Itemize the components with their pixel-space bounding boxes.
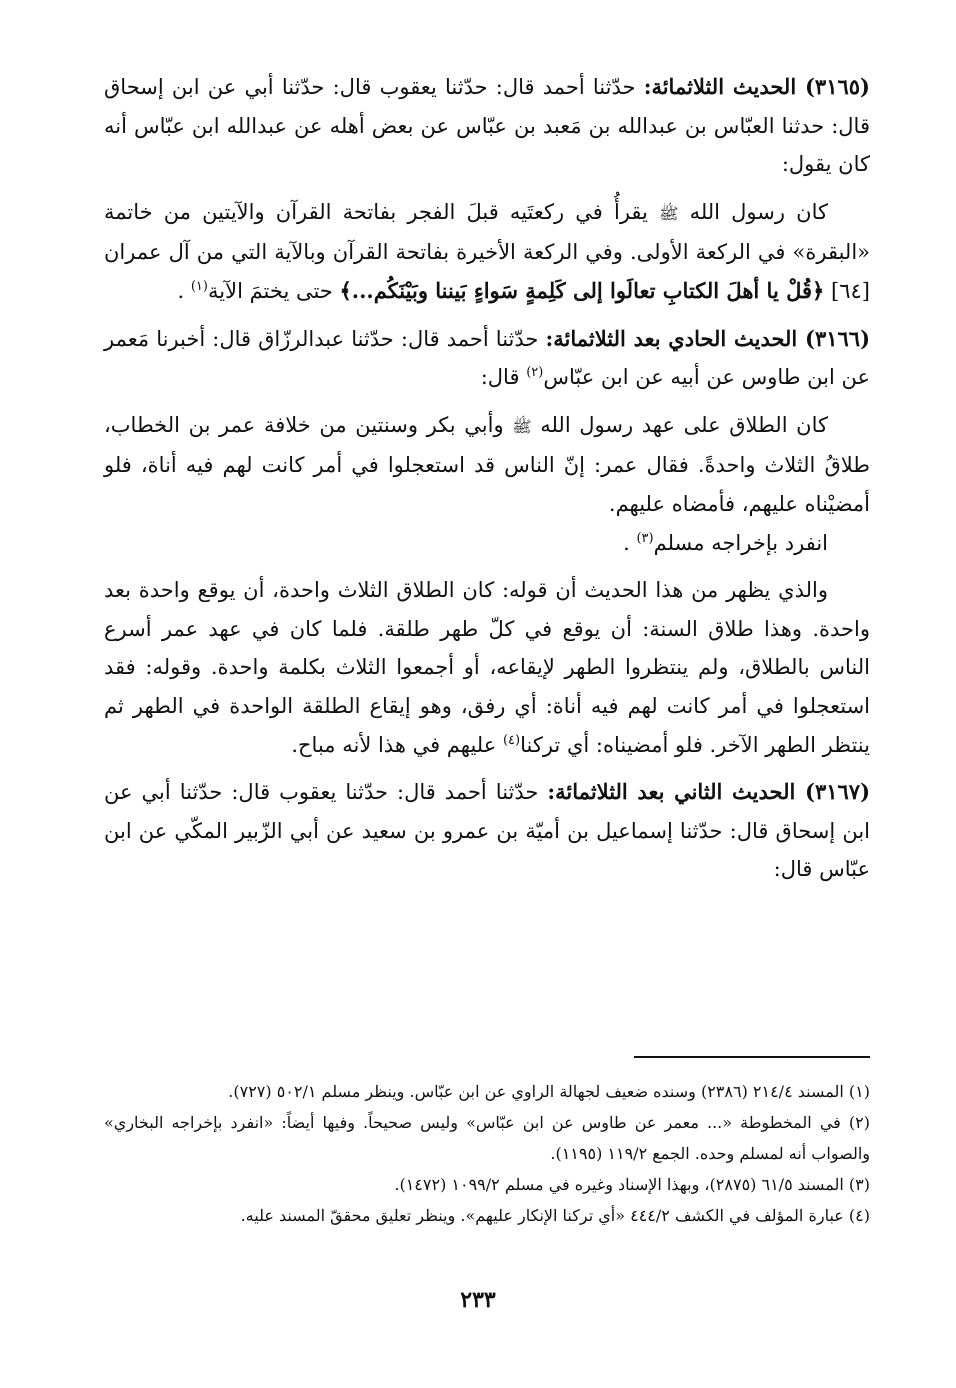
footnote-4-id: (٤) — [848, 1206, 870, 1225]
hadith-3166-note — [104, 524, 870, 563]
hadith-3166-matn — [104, 406, 870, 524]
footnote-4-text: عبارة المؤلف في الكشف ٤٤٤/٢ «أي تركنا الإنكار عليهم». وينظر تعليق محققّ المسند عليه. — [240, 1206, 844, 1225]
salawat-glyph: ﷺ — [659, 203, 679, 223]
hadith-3166-isnad-text: حدّثنا أحمد قال: حدّثنا عبدالرزّاق قال: أخبرنا مَعمر عن ابن طاوس عن أبيه عن ابن عبّاس — [104, 326, 870, 390]
footnote-divider — [634, 1056, 870, 1058]
commentary — [104, 571, 870, 764]
footnote-2-text: في المخطوطة «... معمر عن طاوس عن ابن عبّاس» وليس صحيحاً. وفيها أيضاً: «انفرد بإخراجه البخاري» والصواب أنه لمسلم وحده. الجمع ١١٩/٢ (١١٩٥). — [104, 1113, 870, 1163]
hadith-3166-heading: (٣١٦٦) الحديث الحادي بعد الثلاثمائة: — [545, 325, 870, 351]
footnote-1-id: (١) — [848, 1082, 870, 1101]
footnote-2 — [104, 1107, 870, 1169]
hadith-3166-matn-part-2: وأبي بكر وسنتين من خلافة عمر بن الخطاب، طلاقُ الثلاث واحدةً. فقال عمر: إنّ الناس قد استعجلوا في أمر كانت لهم فيه أناة، فلو أمضيْناه عليهم، فأمضاه عليهم. — [104, 412, 870, 516]
hadith-3165-isnad — [104, 68, 870, 184]
footnote-4 — [104, 1200, 870, 1231]
hadith-3165-matn-part-2: يقرأُ في ركعتَيه قبلَ الفجر بفاتحة القرآن والآيتين من خاتمة «البقرة» في الركعة الأولى. وفي الركعة الأخيرة بفاتحة القرآن وبالآية التي من آل عمران [٦٤] — [104, 199, 870, 303]
footnote-3-text: المسند ٦١/٥ (٢٨٧٥)، وبهذا الإسناد وغيره في مسلم ١٠٩٩/٢ (١٤٧٢). — [394, 1175, 844, 1194]
hadith-3167-heading: (٣١٦٧) الحديث الثاني بعد الثلاثمائة: — [547, 779, 870, 805]
footnote-ref-4[interactable]: (٤) — [502, 732, 521, 748]
hadith-3165-heading: (٣١٦٥) الحديث الثلاثمائة: — [643, 74, 870, 99]
footnote-1 — [104, 1076, 870, 1107]
footnote-2-id: (٢) — [848, 1113, 870, 1132]
commentary-part-2: عليهم في هذا لأنه مباح. — [291, 732, 497, 757]
hadith-3165-matn-part-1: كان رسول الله — [689, 199, 828, 224]
footnote-3-id: (٣) — [848, 1175, 870, 1194]
footnote-ref-1[interactable]: (١) — [190, 278, 208, 294]
hadith-3166-isnad-end: قال: — [480, 365, 520, 390]
hadith-3167-isnad-text: حدّثنا أحمد قال: حدّثنا يعقوب قال: حدّثنا أبي عن ابن إسحاق قال: حدّثنا إسماعيل بن أميّة بن عمرو بن سعيد عن أبي الزّبير المكّي عن ابن عبّاس قال: — [104, 780, 870, 882]
hadith-3165-matn — [104, 193, 870, 311]
salawat-glyph: ﷺ — [512, 416, 532, 436]
footnote-1-text: المسند ٢١٤/٤ (٢٣٨٦) وسنده ضعيف لجهالة الراوي عن ابن عبّاس. وينظر مسلم ٥٠٢/١ (٧٢٧). — [228, 1082, 844, 1101]
page-number: ٢٣٣ — [460, 1287, 496, 1313]
footnote-ref-3[interactable]: (٣) — [636, 530, 654, 546]
quran-verse: ﴿قُلْ يا أهلَ الكتابِ تعالَوا إلى كَلِمةٍ سَواءٍ بَيننا وبَيْنَكُم...﴾ — [339, 277, 825, 303]
hadith-3166-note-text: انفرد بإخراجه مسلم — [653, 530, 828, 555]
hadith-3165-isnad-text: حدّثنا أحمد قال: حدّثنا يعقوب قال: حدّثنا أبي عن ابن إسحاق قال: حدثنا العبّاس بن عبدالله بن مَعبد بن عبّاس عن بعض أهله عن عبدالله ابن عبّاس أنه كان يقول: — [104, 75, 870, 177]
hadith-3165-end: . — [177, 278, 185, 303]
footnote-3 — [104, 1169, 870, 1200]
hadith-3166-matn-part-1: كان الطلاق على عهد رسول الله — [540, 412, 828, 437]
hadith-3166-note-end: . — [623, 530, 630, 555]
hadith-3166-isnad — [104, 320, 870, 397]
footnotes — [104, 1076, 870, 1231]
hadith-3167-isnad — [104, 773, 870, 889]
hadith-3165-matn-part-3: حتى يختمَ الآية — [207, 278, 333, 303]
footnote-ref-2[interactable]: (٢) — [526, 365, 544, 381]
commentary-part-1: والذي يظهر من هذا الحديث أن قوله: كان الطلاق الثلاث واحدة، أن يوقع واحدة بعد واحدة. وهذا طلاق السنة: أن يوقع في كلّ طهر طلقة. فلما كان في عهد عمر أسرع الناس بالطلاق، ولم ينتظروا الطهر لإيقاعه، أو أجمعوا الثلاث بكلمة واحدة. وقوله: فقد استعجلوا في أمر كانت لهم فيه أناة: أي رفق، وهو إيقاع الطلقة الواحدة في الطهر ثم ينتظر الطهر الآخر. فلو أمضيناه: أي تركنا — [104, 578, 870, 757]
